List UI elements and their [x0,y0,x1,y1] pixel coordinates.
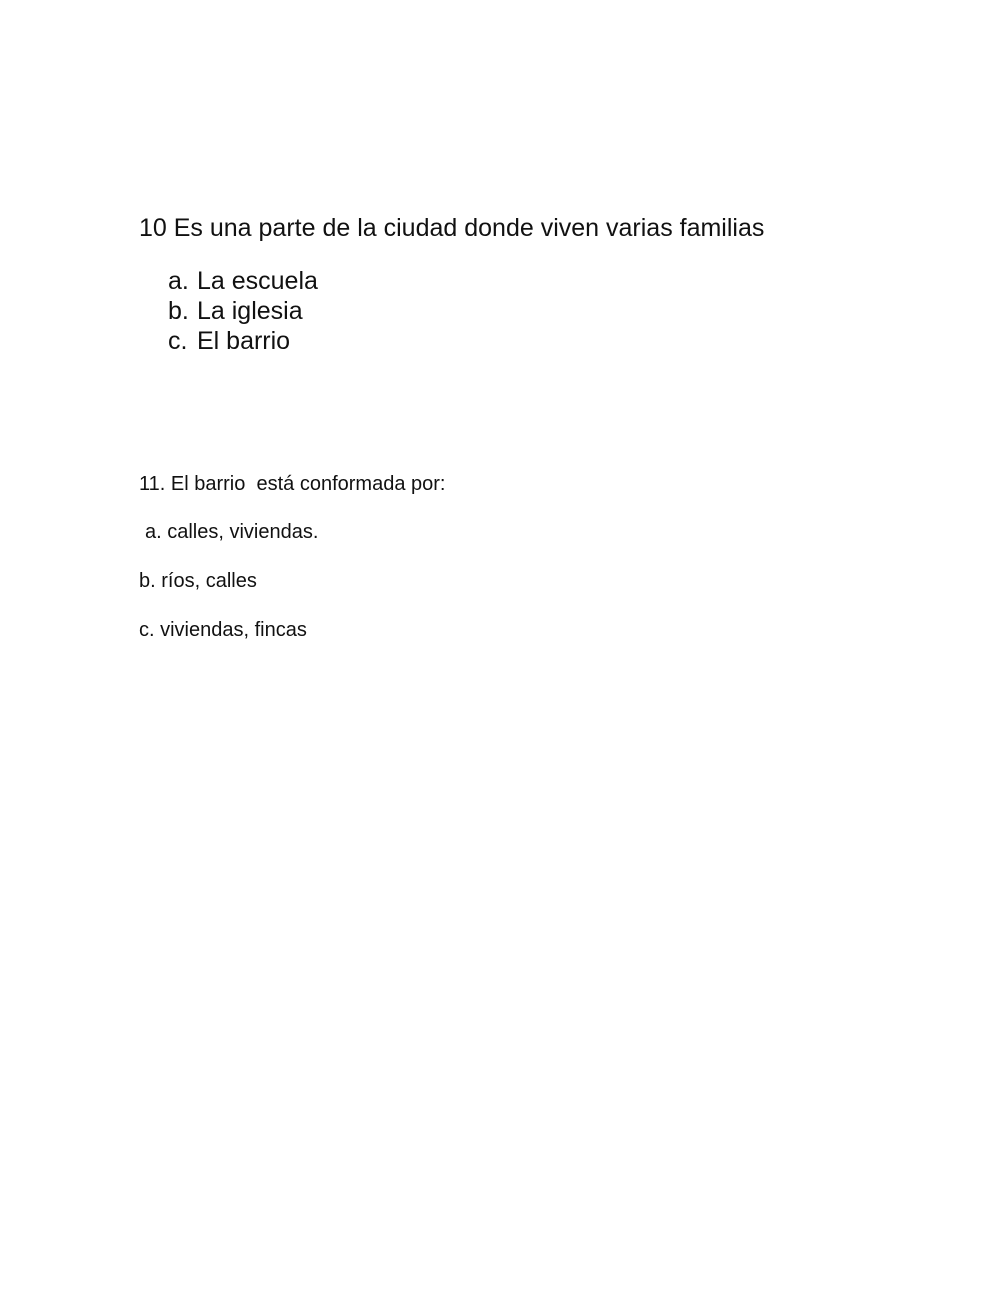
option-letter: c. [168,327,188,355]
option-letter: b. [168,297,189,325]
question-10-option-c[interactable] [168,326,318,356]
question-10-option-b[interactable] [168,296,318,326]
option-letter: a. [168,267,189,295]
option-text: La escuela [197,267,318,295]
question-11-option-c[interactable]: c. viviendas, fincas [139,619,307,641]
question-10-text: 10 Es una parte de la ciudad donde viven varias familias [139,214,765,242]
question-11-text: 11. El barrio está conformada por: [139,473,446,495]
question-10-options [168,266,318,356]
question-10-option-a[interactable] [168,266,318,296]
option-text: La iglesia [197,297,303,325]
question-11-option-a[interactable]: a. calles, viviendas. [145,521,319,543]
option-text: El barrio [197,327,291,355]
question-11-option-b[interactable]: b. ríos, calles [139,570,257,592]
